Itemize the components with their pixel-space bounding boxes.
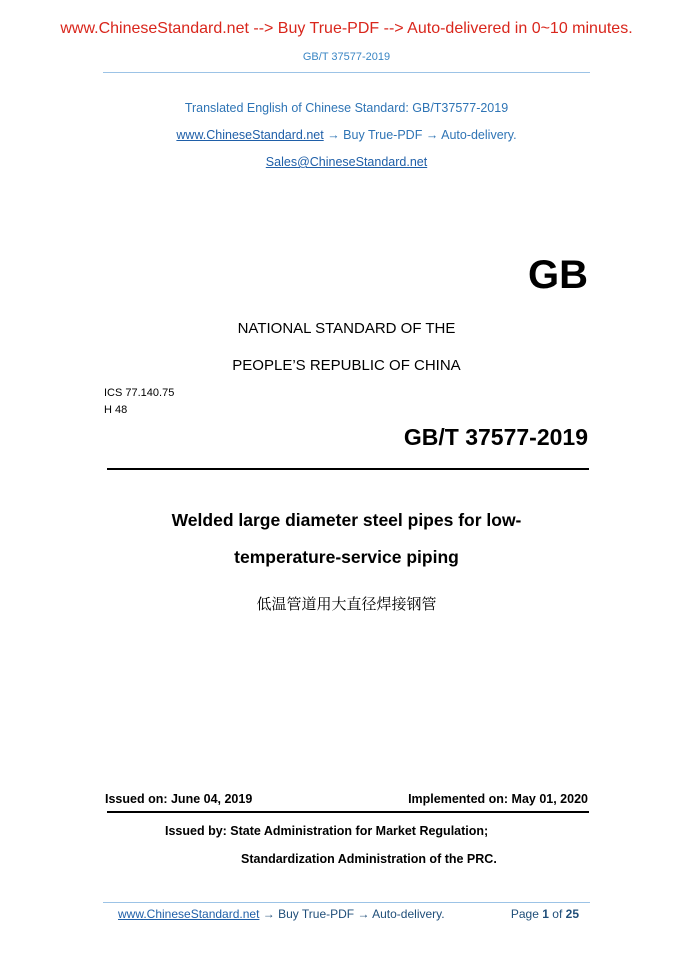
- page-label: Page: [510, 907, 539, 921]
- dates-divider: [107, 811, 589, 813]
- top-banner-link[interactable]: www.ChineseStandard.net --> Buy True-PDF --> Auto-delivered in 0~10 minutes.: [60, 20, 633, 37]
- running-header: GB/T 37577-2019: [302, 51, 391, 63]
- of-label: of: [552, 907, 563, 921]
- national-standard-line2: PEOPLE’S REPUBLIC OF CHINA: [232, 357, 461, 374]
- page-number: 1: [542, 907, 549, 921]
- header-divider: [103, 72, 590, 73]
- translation-links: [0, 128, 693, 142]
- site-link[interactable]: www.ChineseStandard.net: [176, 128, 324, 142]
- standard-number: GB/T 37577-2019: [403, 424, 588, 450]
- issued-by-line1: Issued by: State Administration for Market Regulation;: [165, 824, 489, 838]
- title-line2: temperature-service piping: [234, 547, 459, 567]
- ccs-code: H 48: [104, 404, 128, 416]
- title-line1: Welded large diameter steel pipes for low-: [171, 510, 522, 530]
- page-indicator: [511, 907, 579, 921]
- national-standard-line1: NATIONAL STANDARD OF THE: [237, 320, 456, 337]
- issued-by-line2: Standardization Administration of the PRC.: [241, 852, 497, 866]
- issued-on: Issued on: June 04, 2019: [105, 792, 253, 806]
- gb-mark: GB: [528, 253, 588, 297]
- email-link[interactable]: Sales@ChineseStandard.net: [265, 155, 428, 169]
- translation-notice: Translated English of Chinese Standard: GB/T37577-2019: [184, 101, 509, 115]
- footer-buy-text: → Buy True-PDF → Auto-delivery.: [262, 907, 445, 921]
- ics-code: ICS 77.140.75: [104, 387, 175, 399]
- title-chinese: 低温管道用大直径焊接钢管: [256, 595, 437, 613]
- email-row: [0, 155, 693, 169]
- page-total: 25: [565, 907, 579, 921]
- implemented-on: Implemented on: May 01, 2020: [408, 792, 588, 806]
- buy-text: → Buy True-PDF → Auto-delivery.: [327, 128, 517, 142]
- footer-site-link[interactable]: www.ChineseStandard.net: [118, 907, 260, 921]
- title-divider: [107, 468, 589, 470]
- footer-divider: [103, 902, 590, 903]
- footer-links: [118, 907, 445, 921]
